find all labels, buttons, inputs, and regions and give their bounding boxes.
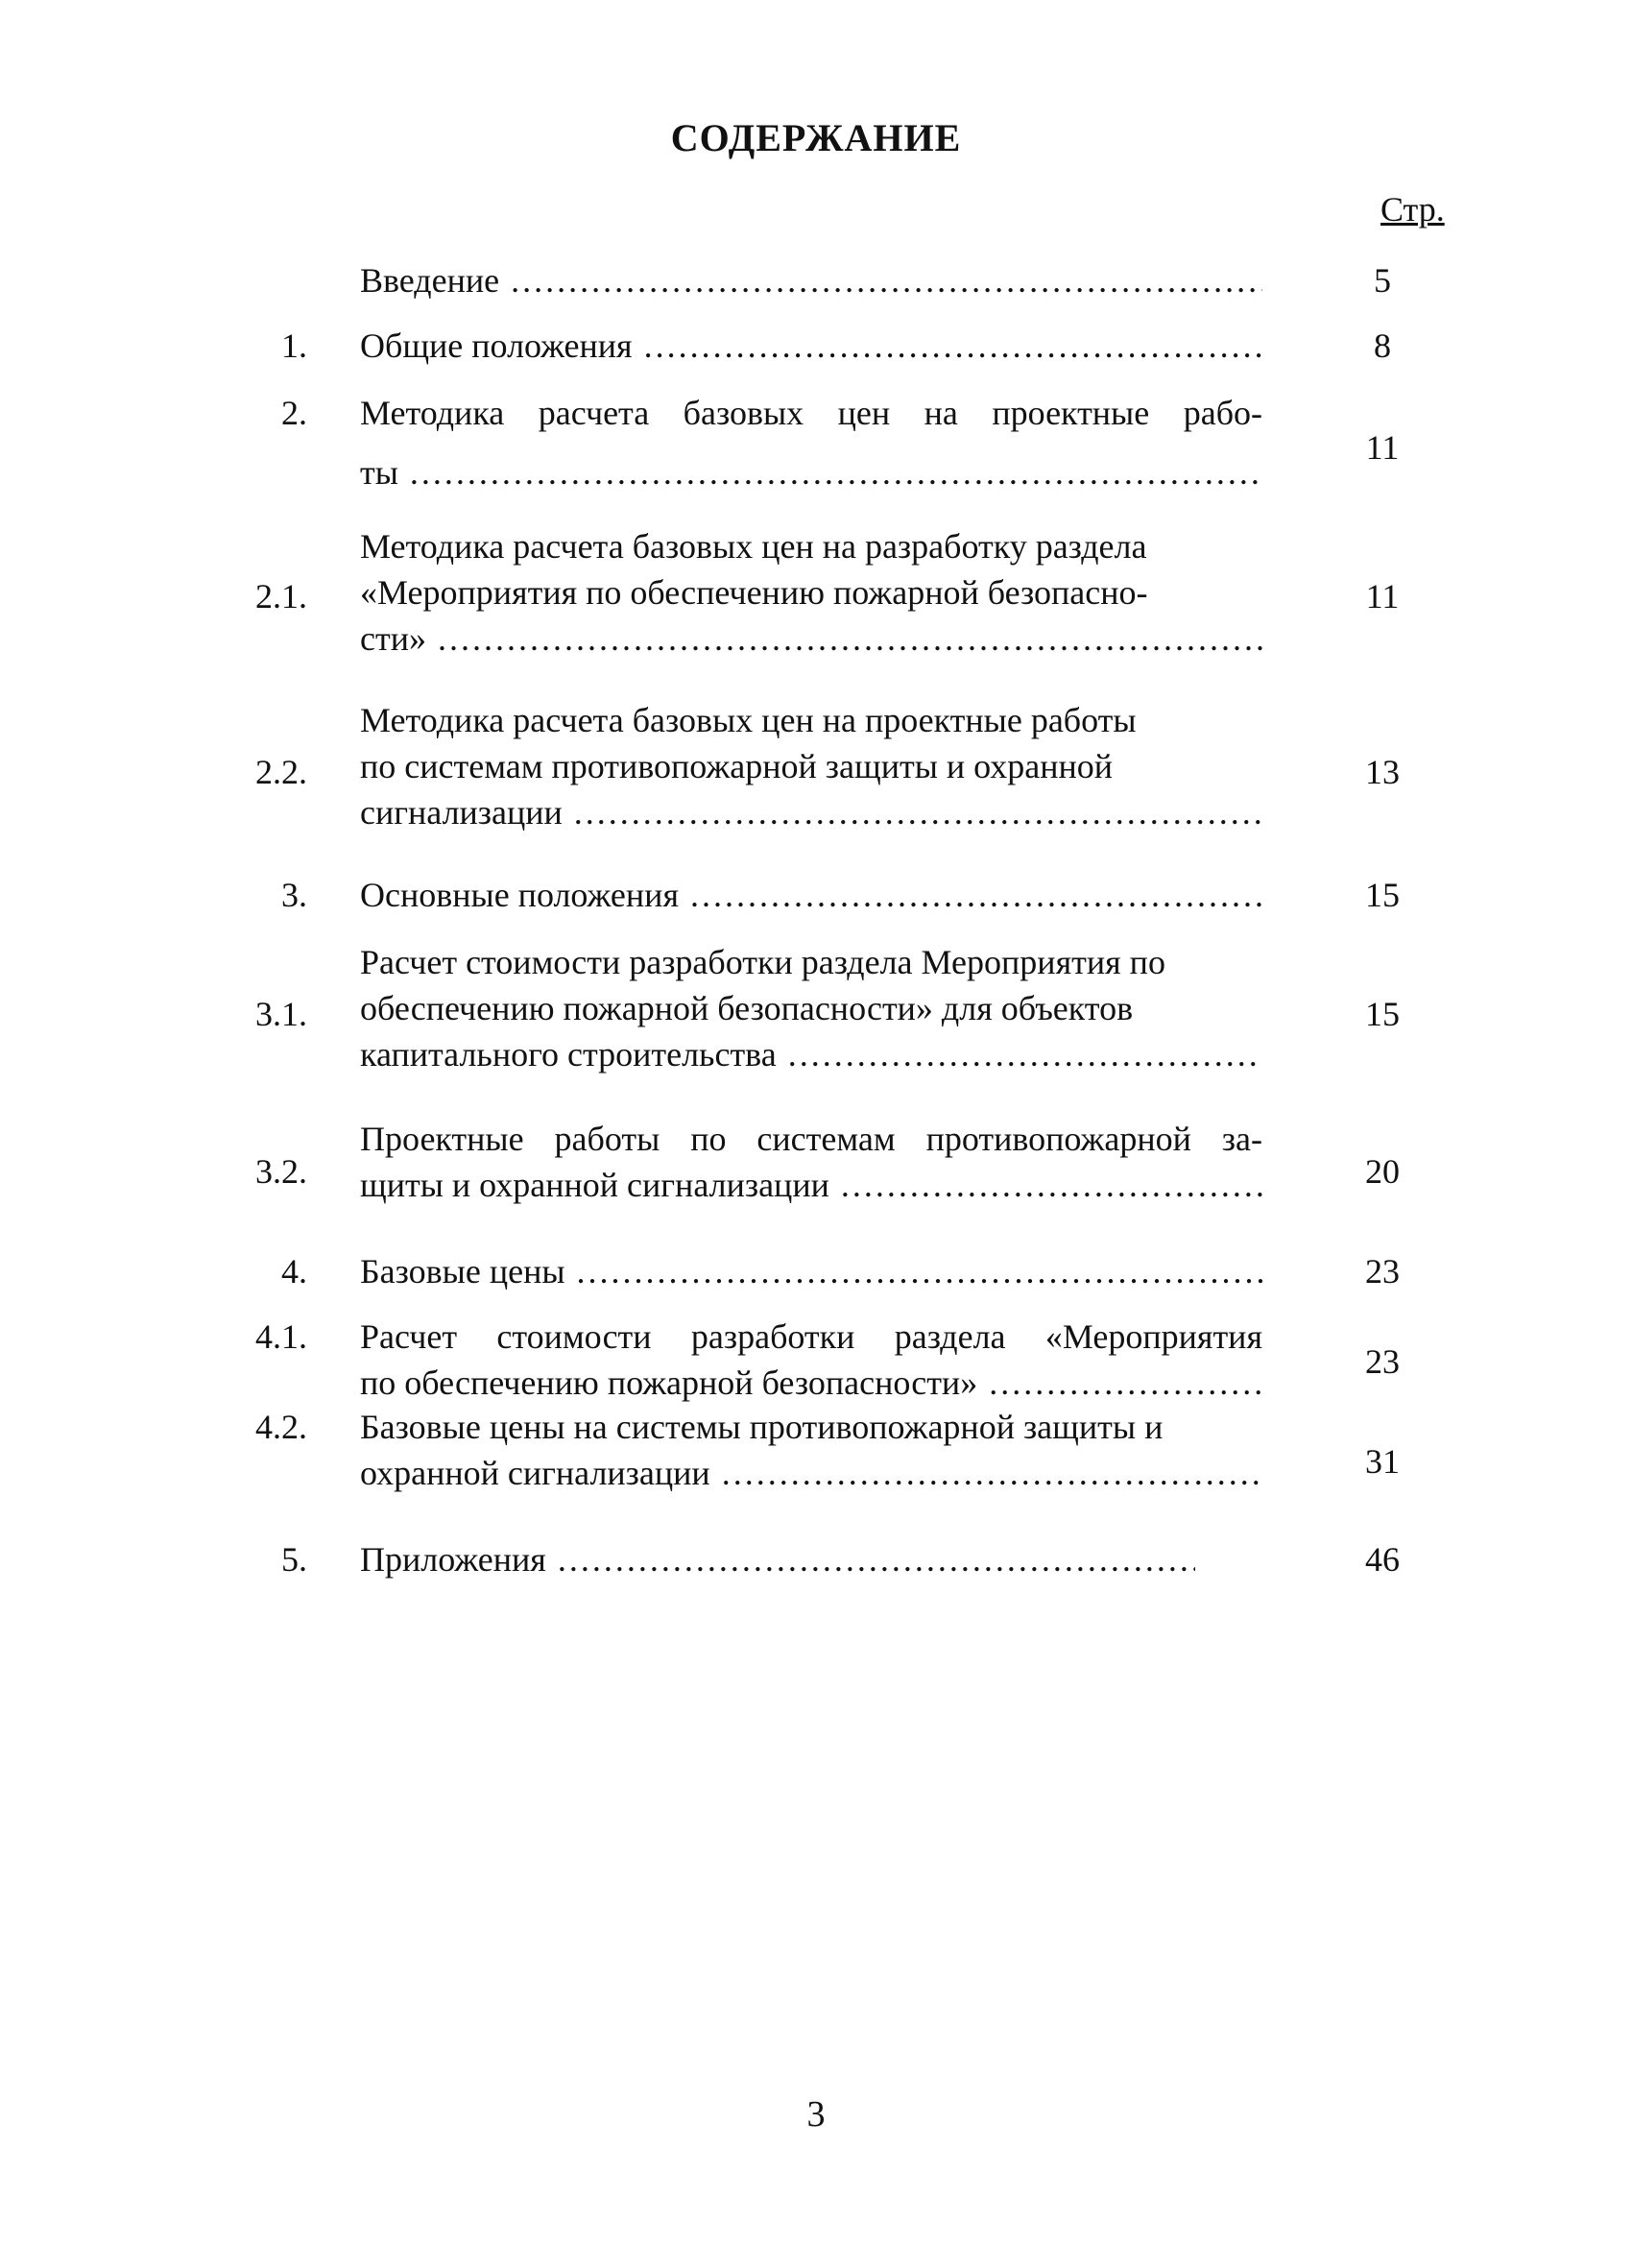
toc-entry-title: Расчет стоимости разработки раздела «Мероприятия по обеспечению пожарной безопасности» ..... — [360, 1314, 1262, 1406]
toc-entry-page: 11 — [1365, 577, 1400, 615]
toc-entry-title: Введение ..... — [360, 257, 1262, 303]
toc-entry-title: Методика расчета базовых цен на проектные работы по системам противопожарной защиты и охранной сигнализации ..... — [360, 697, 1262, 835]
toc-entry-page: 11 — [1365, 428, 1400, 467]
toc-entry-number: 3.2. — [255, 1152, 307, 1191]
toc-entry-number: 4. — [281, 1252, 307, 1291]
toc-entry-page: 13 — [1365, 753, 1400, 791]
toc-entry-title: Базовые цены на системы противопожарной защиты и охранной сигнализации ..... — [360, 1404, 1262, 1496]
toc-entry-page: 23 — [1365, 1342, 1400, 1381]
toc-entry-page: 8 — [1374, 326, 1391, 365]
document-title: СОДЕРЖАНИЕ — [670, 116, 962, 159]
toc-entry-title: Методика расчета базовых цен на проектные рабо- ты ..... — [360, 390, 1262, 495]
toc-entry-title: Проектные работы по системам противопожарной за- щиты и охранной сигнализации ..... — [360, 1116, 1262, 1208]
toc-entry-page: 15 — [1365, 876, 1400, 914]
toc-entry-number: 3. — [281, 876, 307, 914]
toc-entry-number: 3.1. — [255, 995, 307, 1033]
toc-entry-page: 31 — [1365, 1442, 1400, 1481]
toc-entry-title: Основные положения ..... — [360, 872, 1262, 918]
toc-entry-number: 4.2. — [255, 1408, 307, 1446]
toc-entry-title: Базовые цены ..... — [360, 1248, 1262, 1294]
page-column-header: Стр. — [1380, 190, 1445, 229]
toc-entry-number: 2.2. — [255, 753, 307, 791]
toc-entry-number: 5. — [281, 1540, 307, 1579]
toc-entry-page: 15 — [1365, 995, 1400, 1033]
toc-entry-page: 5 — [1374, 261, 1391, 300]
toc-entry-number: 2. — [281, 394, 307, 432]
toc-entry-page: 23 — [1365, 1252, 1400, 1291]
toc-entry-number: 2.1. — [255, 577, 307, 615]
toc-entry-number: 1. — [281, 326, 307, 365]
toc-entry-title: Общие положения ..... — [360, 323, 1262, 369]
page-number: 3 — [806, 2094, 826, 2135]
toc-entry-page: 20 — [1365, 1152, 1400, 1191]
toc-entry-number: 4.1. — [255, 1317, 307, 1356]
toc-entry-title: Приложения ..... — [360, 1536, 1195, 1582]
toc-entry-title: Расчет стоимости разработки раздела Мероприятия по обеспечению пожарной безопасности» для объектов капитального строительства ..... — [360, 939, 1262, 1077]
toc-entry-page: 46 — [1365, 1540, 1400, 1579]
toc-entry-title: Методика расчета базовых цен на разработку раздела «Мероприятия по обеспечению пожарной безопасно- сти» ..... — [360, 523, 1262, 662]
